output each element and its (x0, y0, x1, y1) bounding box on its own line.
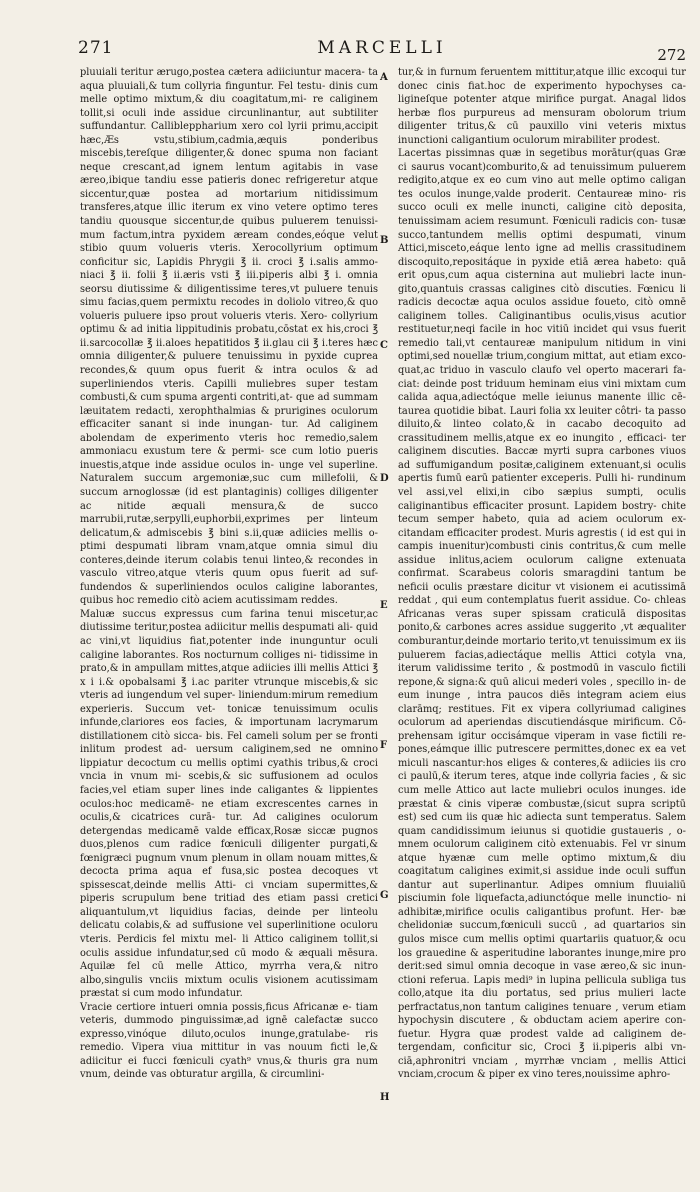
margin-letter-b: B (380, 235, 389, 246)
margin-letter-c: C (380, 340, 388, 351)
margin-letter-f: F (380, 740, 388, 751)
margin-letter-d: D (380, 473, 389, 484)
page-number-left: 271 (78, 38, 114, 58)
page-number-right: 272 (657, 46, 686, 64)
paragraph: pluuiali teritur ærugo,postea cætera adiiciuntur macera- ta aqua pluuiali,& tum collyria finguntur. Fel testu- dinis cum melle optimo mixtum,& diu coagitatum,mi- re caliginem tollit,si oculi inde assidue circunlinantur, aut subtiliter suffundantur. Callibleppharium xero col lyrii primu,accipit hæc,Æs vstu,stibium,cadmia,æquis ponderibus miscebis,tereſque diligenter,& donec spuma non faciant neque crescant,ad ignem lentum agitabis in vase æreo,ibique tandiu esse patieris donec refrigeretur atque siccentur,quæ postea ad mortarium nitidissimum transferes,atque illic iterum ex vino vetere optimo teres tandiu quousque siccentur,de quibus puluerem tenuissi- mum factum,intra pyxidem æream condes,eóque velut stibio quum volueris vteris. Xerocollyrium optimum conficitur sic, Lapidis Phrygii ℥ ii. croci ℥ i.salis ammo- niaci ℥ ii. folii ℥ ii.æris vsti ℥ iii.piperis albi ℥ i. omnia seorsu diutissime & diligentissime teres,vt puluere tenuis simu facias,quem permixtu recodes in doliolo vitreo,& quo volueris puluere ipso prout volueris vteris. Xero- collyrium optimu & ad initia lippitudinis probatu,cōstat ex his,croci ℥ ii.sarcocollæ ℥ ii.aloes hepatitidos ℥ ii.glau cii ℥ i.teres hæc omnia diligenter,& puluere tenuissimu in pyxide cuprea recondes,& quum opus fuerit & intra oculos & ad superliniendos vteris. Capilli muliebres super testam combusti,& cum spuma argenti contriti,at- que ad summam læuitatem redacti, xerophthalmias & prurigines oculorum efficaciter sanant si inde inungan- tur. Ad caliginem abolendam de experimento vteris hoc remedio,salem ammoniacu exustum tere & permi- sce cum lotio pueris inuestis,atque inde assidue oculos in- unge vel superline. Naturalem succum argemoniæ,suc cum millefolii, & succum arnoglossæ (id est plantaginis) colliges diligenter ac nitide æquali mensura,& de succo marrubii,rutæ,serpylli,euphorbii,exprimes per linteum delicatum,& admiscebis ℥ bini s.ii,quæ adiicies mellis o- ptimi despumati libram vnam,atque omnia simul diu conteres,deinde iterum colabis tenui linteo,& recondes in vasculo vitreo,atque vteris quum opus fuerit ad suf- fundendos & superliniendos oculos caligine laborantes, quibus hoc remedio citò aciem acutissimam reddes. (80, 67, 378, 607)
margin-letter-h: H (380, 1092, 390, 1103)
running-title: MARCELLI (317, 38, 447, 58)
paragraph: Vracie certiore intueri omnia possis,ficus Africanæ e- tiam veteris, dummodo pinguissimæ,ad ignē calefactæ succo expresso,vinóque diluto,oculos inunge,gratulabe- ris remedio. Vipera viua mittitur in vas nouum ficti le,& adiicitur ei fucci fœniculi cyath⁹ vnus,& thuris gra num vnum, deinde vas obturatur argilla, & circumlini- (80, 1001, 378, 1081)
left-column (80, 66, 378, 1082)
margin-letter-g: G (380, 890, 389, 901)
margin-letter-a: A (380, 72, 388, 83)
paragraph: tur,& in furnum feruentem mittitur,atque illic excoqui tur donec cinis fiat.hoc de experimento hypochyses ca- ligineſque potenter atque mirifice purgat. Anagal lidos herbæ flos purpureus ad mensuram obolorum trium diligenter tritus,& cū pauxillo vini veteris mixtus inunctioni caligantium oculorum mirabiliter prodest. (398, 67, 686, 146)
paragraph: Lacertas pissimnas quæ in segetibus morātur(quas Græ ci saurus vocant)comburito,& ad tenuissimum puluerem redigito,atque ex eo cum vino aut melle optimo caligan tes oculos inunge,valde proderit. Centaureæ mino- ris succo oculi ex melle inuncti, caligine citò deposita, tenuissimam aciem resumunt. Fœniculi radicis con- tusæ succo,tantundem mellis optimi despumati, vinum Attici,misceto,eáque lento igne ad mellis crassitudinem discoquito,repositáque in pyxide etiā ærea habeto: quā erit opus,cum aqua cisternina aut muliebri lacte inun- gito,quantuis crassas caligines citò discuties. Fœnicu li radicis decoctæ aqua oculos assidue foueto, citò omnē caliginem tolles. Caliginantibus oculis,visus acutior restituetur,neqi facile in hoc vitiū incidet qui vsus fuerit remedio tali,vt centaureæ manipulum nitidum in vini optimi,sed nouellæ trium,congium mittat, aut etiam exco- quat,ac triduo in vasculo claufo vel operto macerari fa- ciat: deinde post triduum heminam eius vini mixtam cum calida aqua,adiectóque melle ieiunus manente illic cē- taurea quotidie bibat. Lauri folia xx leuiter côtri- ta passo diluito,& linteo colato,& in cacabo decoquito ad crassitudinem mellis,atque ex eo inungito , efficaci- ter caliginem discuties. Baccæ myrti supra carbones viuos ad suffumigandum positæ,caliginem extenuant,si oculis apertis fumū earū patienter exceperis. Pulli hi- rundinum vel assi,vel elixi,in cibo sæpius sumpti, oculis caliginantibus efficaciter prosunt. Lapidem bostry- chite tecum semper habeto, quia ad aciem oculorum ex- citandam efficaciter prodest. Muris agrestis ( id est qui in campis inuenitur)combusti cinis contritus,& cum melle assidue inlitus,aciem oculorum caligne extenuata confirmat. Scarabeus coloris smaragdini tantum be neficii oculis præstare dicitur vt visionem ei acutissimā reddat , qui eum contemplatus fuerit assidue. Co- chleas Africanas veras super spissam craticulā dispositas ponito,& carbones acres assidue suggerito ,vt æqualiter comburantur,deinde mortario terito,vt tenuissimum ex iis puluerem facias,adiectáque mellis Attici cotyla vna, iterum validissime terito , & postmodū in vasculo fictili repone,& signa:& quū alicui mederi voles , specillo in- de eum inunge , intra paucos diēs integram aciem eius clarāmq; restitues. Fit ex vipera collyriumad caligines oculorum ad aperiendas discutiendásque mirificum. Cō- prehensam igitur occisámque viperam in vase fictili re- pones,eámque illic putrescere permittes,donec ex ea vet miculi nascantur:hos eliges & conteres,& adiicies iis cro ci paulū,& iterum teres, atque inde collyria facies , & sic cum melle Attico aut lacte muliebri oculos inunges. ide præstat & cinis viperæ combustæ,(sicut supra scriptū est) sed cum iis quæ hic adiecta sunt temperatus. Salem quam candidissimum ieiunus si quotidie gustaueris , o- mnem oculorum caliginem citò extenuabis. Fel vr sinum atque hyænæ cum melle optimo mixtum,& diu coagitatum caligines eximit,si assidue inde oculi suffun dantur aut superlinantur. Adipes omnium fluuialiū pisciumin fole liquefacta,adiunctóque melle inunctio- ni adhibitæ,mirifice oculis caligantibus profunt. Her- bæ chelidoniæ succum,fœniculi succū , ad quartarios sin gulos misce cum mellis optimi quartariis quatuor,& ocu los grauedine & asperitudine laborantes inunge,mire pro derit:sed simul omnia decoque in vase æreo,& sic inun- ctioni referua. Lapis medi⁹ in lupina pellicula subliga tus collo,atque ita diu portatus, sed prius mulieri lacte perfractatus,non tantum caligines tenuare , verum etiam hypochysin discutere , & obductam aciem aperire con- fuetur. Hygra quæ prodest valde ad caliginem de- tergendam, conficitur sic, Croci ℥ ii.piperis albi vn- ciā,aphronitri vnciam , myrrhæ vnciam , mellis Attici vnciam,crocum & piper ex vino teres,nouissime aphro- (398, 148, 686, 1081)
paragraph: Maluæ succus expressus cum farina tenui miscetur,ac diutissime teritur,postea adiicitur mellis despumati ali- quid ac vini,vt liquidius fiat,potenter inde inunguntur oculi caligine laborantes. Ros nocturnum colliges ni- tidissime in prato,& in ampullam mittes,atque adiicies illi mellis Attici ℥ x i i.& opobalsami ℥ i.ac pariter vtrunque miscebis,& sic vteris ad iungendum vel super- liniendum:mirum remedium experieris. Succum vet- tonicæ tenuissimum oculis infunde,clariores eos facies, & importunam lacrymarum distillationem citò sicca- bis. Fel cameli solum per se fronti inlitum prodest ad- uersum caliginem,sed ne omnino lippiatur decoctum cu mellis optimi cyathis tribus,& croci vncia in vnum mi- scebis,& sic suffusionem ad oculos facies,vel etiam super lines inde caligantes & lippientes oculos:hoc medicamē- ne etiam excrescentes carnes in oculis,& cicatrices curā- tur. Ad caligines oculorum detergendas medicamē valde efficax,Rosæ siccæ pugnos duos,plenos cum radice fœniculi diligenter purgati,& fœnigræci pugnum vnum plenum in ollam nouam mittes,& decocta prima aqua ef fusa,sic postea decoques vt spissescat,deinde mellis Atti- ci vnciam supermittes,& piperis scrupulum bene tritiad des etiam passi cretici aliquantulum,vt liquidius facias, deinde per linteolu delicatu colabis,& ad suffusione vel superlinitione oculoru vteris. Perdicis fel mixtu mel- li Attico caliginem tollit,si oculis assidue infundatur,sed cū modo & æquali mēsura. Aquilæ fel cū melle Attico, myrrha vera,& nitro albo,singulis vnciis mixtum oculis visionem acutissimam præstat si cum modo infundatur. (80, 608, 378, 1000)
margin-letter-e: E (380, 600, 388, 611)
page-header (78, 38, 686, 62)
right-column (398, 66, 686, 1082)
